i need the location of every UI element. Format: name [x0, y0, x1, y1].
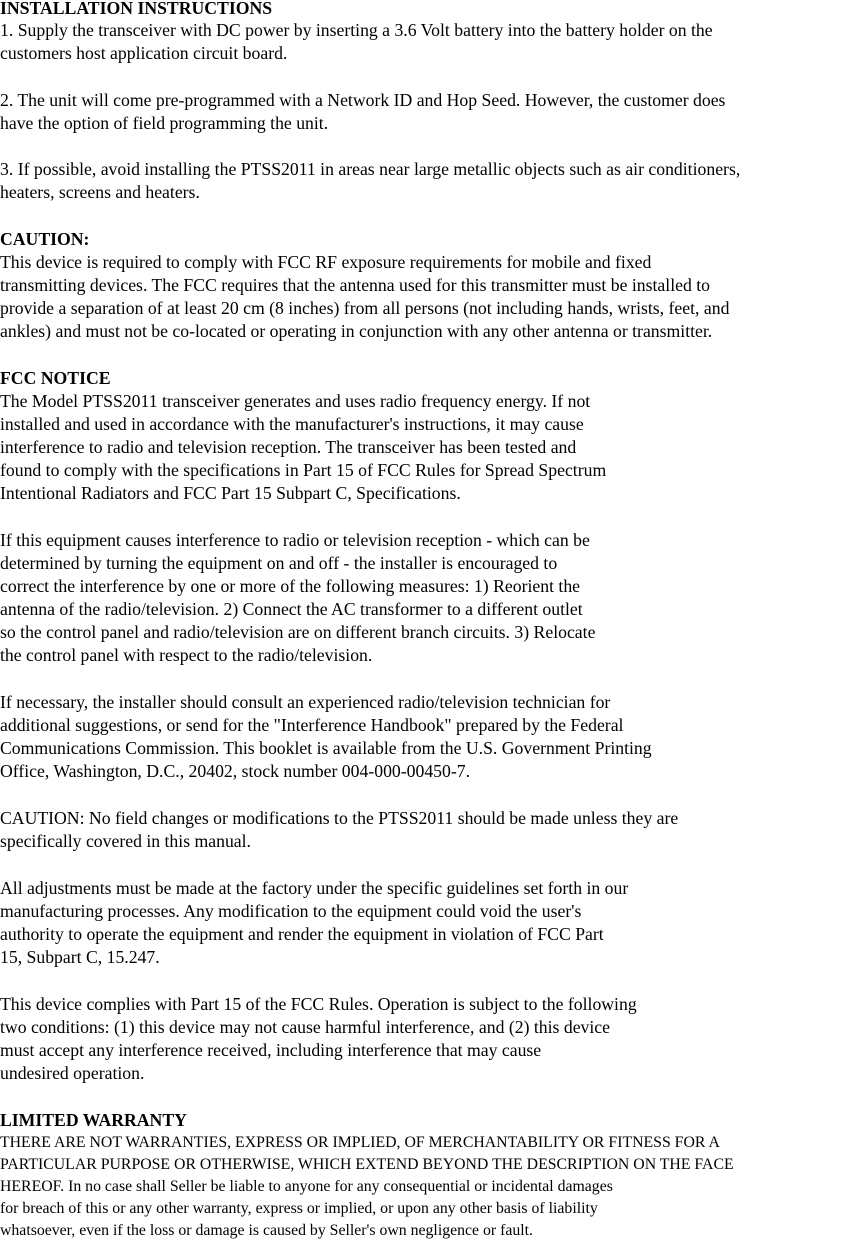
installation-step1-line1: 1. Supply the transceiver with DC power by inserting a 3.6 Volt battery into the battery holder on the — [0, 20, 713, 40]
fcc-para1-line: installed and used in accordance with the manufacturer's instructions, it may cause — [0, 414, 584, 434]
caution-line: ankles) and must not be co-located or operating in conjunction with any other antenna or transmitter. — [0, 321, 713, 341]
warranty-line: HEREOF. In no case shall Seller be liable to anyone for any consequential or incidental damages — [0, 1178, 613, 1195]
fcc-para5-line: manufacturing processes. Any modification to the equipment could void the user's — [0, 901, 582, 921]
fcc-para6-line: two conditions: (1) this device may not cause harmful interference, and (2) this device — [0, 1017, 611, 1037]
fcc-para3-line: Communications Commission. This booklet is available from the U.S. Government Printing — [0, 738, 652, 758]
fcc-para1-line: found to comply with the specifications in Part 15 of FCC Rules for Spread Spectrum — [0, 460, 607, 480]
fcc-para3-line: Office, Washington, D.C., 20402, stock number 004-000-00450-7. — [0, 761, 471, 781]
fcc-para2-line: the control panel with respect to the radio/television. — [0, 645, 373, 665]
fcc-para3-line: additional suggestions, or send for the "Interference Handbook" prepared by the Federal — [0, 715, 624, 735]
installation-heading: INSTALLATION INSTRUCTIONS — [0, 0, 273, 18]
fcc-para3-line: If necessary, the installer should consult an experienced radio/television technician for — [0, 692, 611, 712]
warranty-line: PARTICULAR PURPOSE OR OTHERWISE, WHICH EXTEND BEYOND THE DESCRIPTION ON THE FACE — [0, 1156, 734, 1173]
fcc-para5-line: authority to operate the equipment and render the equipment in violation of FCC Part — [0, 924, 604, 944]
caution-heading: CAUTION: — [0, 229, 90, 249]
fcc-para1-line: Intentional Radiators and FCC Part 15 Subpart C, Specifications. — [0, 483, 461, 503]
warranty-line: for breach of this or any other warranty, express or implied, or upon any other basis of liability — [0, 1200, 598, 1217]
fcc-para6-line: This device complies with Part 15 of the FCC Rules. Operation is subject to the following — [0, 994, 637, 1014]
fcc-para1-line: The Model PTSS2011 transceiver generates and uses radio frequency energy. If not — [0, 391, 591, 411]
fcc-para5-line: 15, Subpart C, 15.247. — [0, 947, 160, 967]
fcc-para1-line: interference to radio and television reception. The transceiver has been tested and — [0, 437, 577, 457]
warranty-line: THERE ARE NOT WARRANTIES, EXPRESS OR IMPLIED, OF MERCHANTABILITY OR FITNESS FOR A — [0, 1134, 720, 1151]
fcc-para4-line: CAUTION: No field changes or modifications to the PTSS2011 should be made unless they are — [0, 808, 679, 828]
fcc-para4-line: specifically covered in this manual. — [0, 831, 251, 851]
fcc-para2-line: so the control panel and radio/television are on different branch circuits. 3) Relocate — [0, 622, 596, 642]
fcc-para2-line: If this equipment causes interference to radio or television reception - which can be — [0, 530, 590, 550]
fcc-para2-line: antenna of the radio/television. 2) Connect the AC transformer to a different outlet — [0, 599, 583, 619]
fcc-para6-line: must accept any interference received, including interference that may cause — [0, 1040, 542, 1060]
installation-step3-line1: 3. If possible, avoid installing the PTSS2011 in areas near large metallic objects such as air conditioners, — [0, 159, 741, 179]
installation-step1-line2: customers host application circuit board. — [0, 43, 288, 63]
fcc-para5-line: All adjustments must be made at the factory under the specific guidelines set forth in our — [0, 878, 629, 898]
installation-step2-line1: 2. The unit will come pre-programmed with a Network ID and Hop Seed. However, the customer does — [0, 90, 726, 110]
warranty-line: whatsoever, even if the loss or damage is caused by Seller's own negligence or fault. — [0, 1222, 533, 1239]
fcc-para2-line: determined by turning the equipment on and off - the installer is encouraged to — [0, 553, 558, 573]
caution-line: provide a separation of at least 20 cm (8 inches) from all persons (not including hands, wrists, feet, and — [0, 298, 730, 318]
installation-step3-line2: heaters, screens and heaters. — [0, 182, 200, 202]
fcc-para2-line: correct the interference by one or more of the following measures: 1) Reorient the — [0, 576, 581, 596]
installation-step2-line2: have the option of field programming the unit. — [0, 113, 329, 133]
fcc-para6-line: undesired operation. — [0, 1063, 145, 1083]
caution-line: This device is required to comply with FCC RF exposure requirements for mobile and fixed — [0, 252, 652, 272]
caution-line: transmitting devices. The FCC requires that the antenna used for this transmitter must be installed to — [0, 275, 710, 295]
fcc-notice-heading: FCC NOTICE — [0, 368, 111, 388]
warranty-heading: LIMITED WARRANTY — [0, 1110, 187, 1130]
